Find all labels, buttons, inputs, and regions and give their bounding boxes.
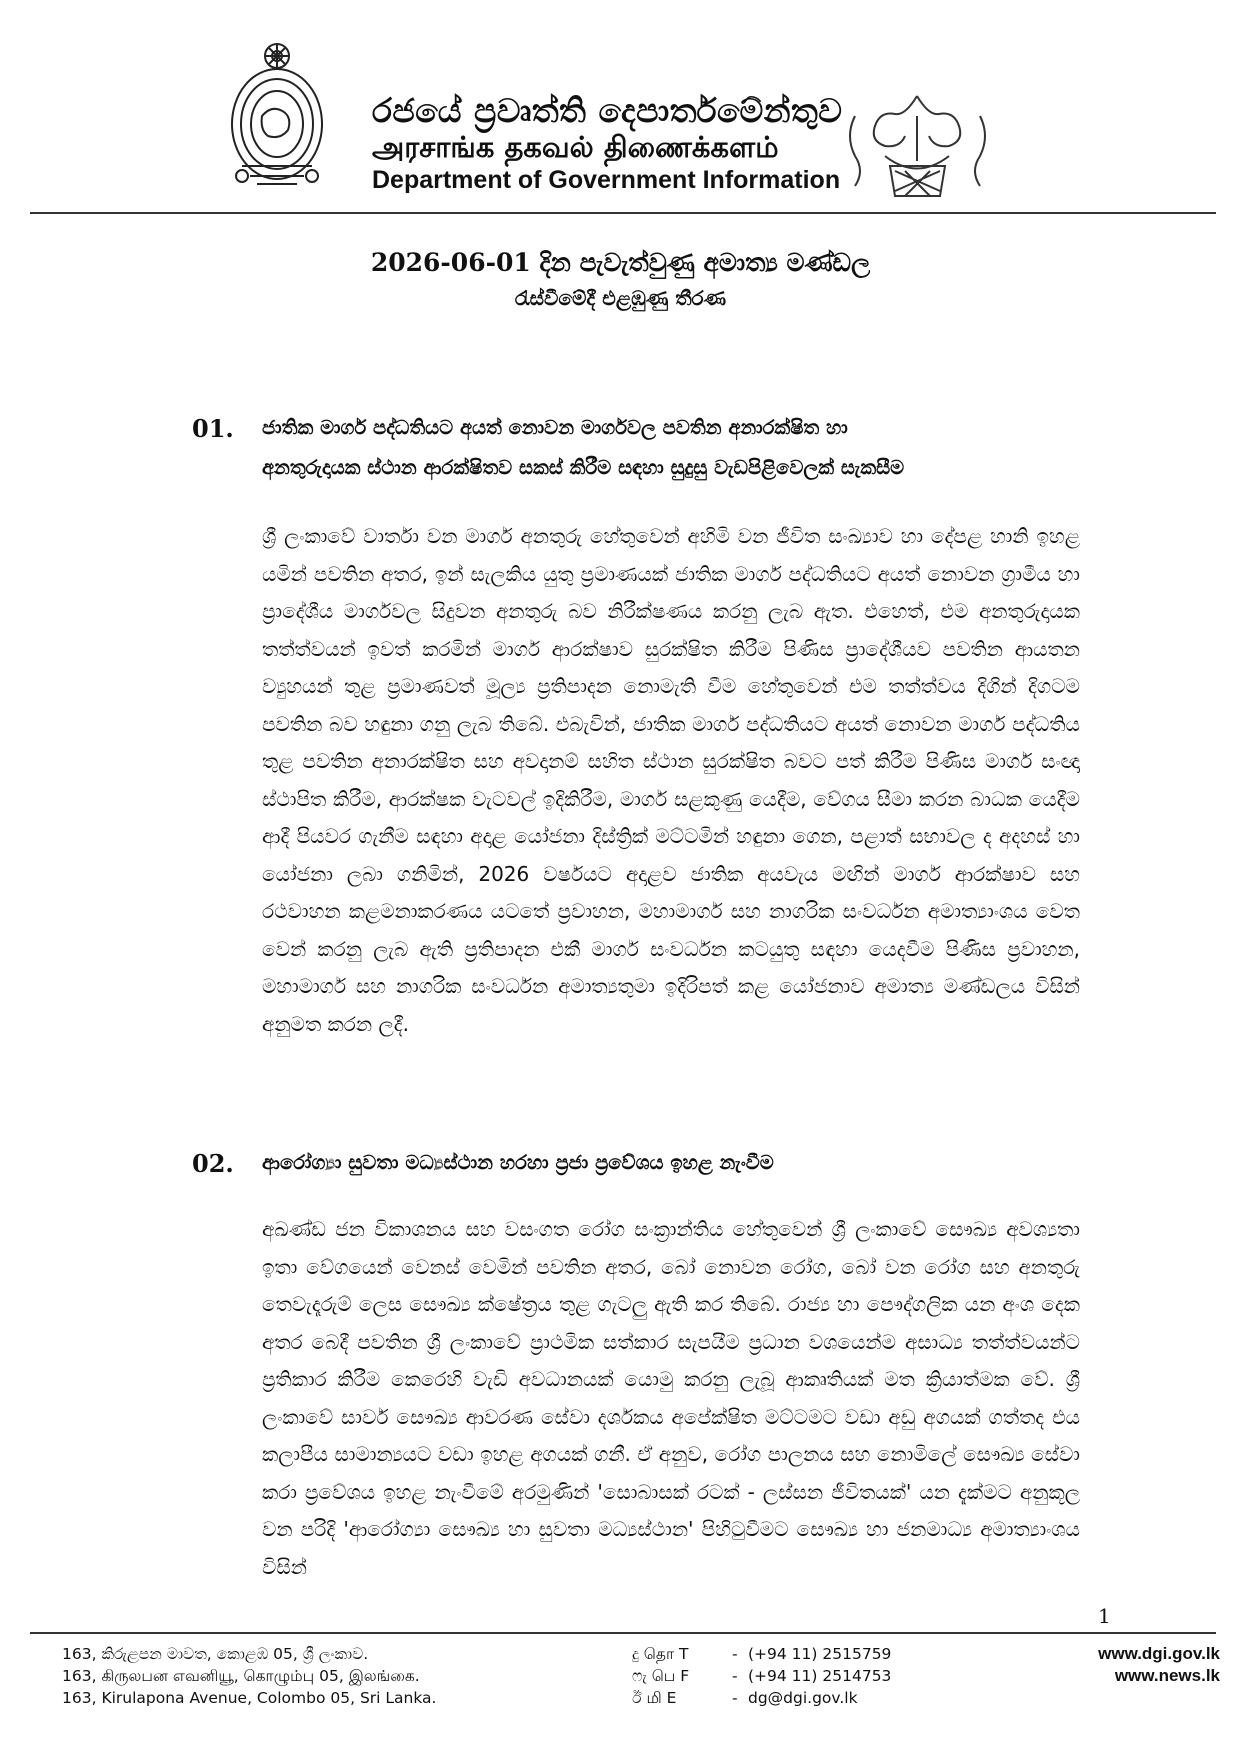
document-subtitle: රැස්වීමේදී එළඹුණු තීරණ xyxy=(514,286,727,310)
address-english: 163, Kirulapona Avenue, Colombo 05, Sri Lanka. xyxy=(62,1689,437,1707)
national-emblem-icon xyxy=(222,36,332,191)
department-name-tamil: அரசாங்க தகவல் திணைக்களம் xyxy=(372,130,779,164)
phone-row: දු தொ T - (+94 11) 2515759 xyxy=(632,1645,892,1663)
footer-websites xyxy=(1060,1643,1220,1687)
footer-address xyxy=(62,1643,436,1709)
page-number: 1 xyxy=(1098,1604,1111,1628)
document-title: 2026-06-01 දින පැවැත්වුණු අමාත්‍ය මණ්ඩල xyxy=(370,248,871,277)
fax-label: ෆැ பெ F xyxy=(632,1667,690,1685)
decision-number: 02. xyxy=(192,1149,234,1178)
fax-row: ෆැ பெ F - (+94 11) 2514753 xyxy=(632,1667,892,1685)
decision-title xyxy=(262,408,1082,488)
email-label: ඊ மி E xyxy=(632,1689,677,1707)
department-name-sinhala: රජයේ ප්‍රවෘත්ති දෙපාර්තමේන්තුව xyxy=(372,91,843,130)
website-link[interactable]: www.dgi.gov.lk xyxy=(1098,1644,1220,1663)
phone-label: දු தொ T xyxy=(632,1645,689,1663)
header-divider xyxy=(30,212,1216,214)
decision-title-line: අනතුරුදායක ස්ථාන ආරක්ෂිතව සකස් කිරීම සඳහා සුදුසු වැඩපිළිවෙලක් සැකසීම xyxy=(262,456,905,479)
decision-number: 01. xyxy=(192,414,234,443)
department-names xyxy=(372,92,843,196)
fax-number: (+94 11) 2514753 xyxy=(748,1667,892,1685)
footer-divider xyxy=(30,1632,1216,1634)
phone-number: (+94 11) 2515759 xyxy=(748,1645,892,1663)
address-sinhala: 163, කිරුළපන මාවත, කොළඹ 05, ශ්‍රී ලංකාව. xyxy=(62,1645,369,1663)
address-tamil: 163, கிருலபன எவனியூ, கொழும்பு 05, இலங்கை. xyxy=(62,1667,420,1685)
traditional-motif-icon xyxy=(835,86,1000,206)
decision-title-line: ජාතික මාර්ග පද්ධතියට අයත් නොවන මාර්ගවල පවතින අනාරක්ෂිත හා xyxy=(262,416,848,439)
decision-title-line: ආරෝග්‍යා සුවතා මධ්‍යස්ථාන හරහා ප්‍රජා ප්‍රවේශය ඉහළ නැංවීම xyxy=(262,1151,774,1174)
footer-contact xyxy=(632,1643,891,1709)
decision-body: අඛණ්ඩ ජන විකාශනය සහ වසංගත රෝග සංක්‍රාන්තිය හේතුවෙන් ශ්‍රී ලංකාවේ සෞඛ්‍ය අවශ්‍යතා ඉතා වේගයෙන් වෙනස් වෙමින් පවතින අතර, බෝ නොවන රෝග, බෝ වන රෝග සහ අනතුරු තෙවැදෑරුම් ලෙස සෞඛ්‍ය ක්ෂේත්‍රය තුළ ගැටලු ඇති කර තිබේ. රාජ්‍ය හා පෞද්ගලික යන අංශ දෙක අතර බෙදී පවතින ශ්‍රී ලංකාවේ ප්‍රාථමික සත්කාර සැපයීම ප්‍රධාන වශයෙන්ම අසාධ්‍ය තත්ත්වයන්ට ප්‍රතිකාර කිරීම කෙරෙහි වැඩි අවධානයක් යොමු කරනු ලැබූ ආකෘතියක් මත ක්‍රියාත්මක වේ. ශ්‍රී ලංකාවේ සාර්ව සෞඛ්‍ය ආවරණ සේවා දර්ශකය අපේක්ෂිත මට්ටමට වඩා අඩු අගයක් ගත්තද එය කලාපීය සාමාන්‍යයට වඩා ඉහළ අගයක් ගනී. ඒ අනුව, රෝග පාලනය සහ නොමිලේ සෞඛ්‍ය සේවා කරා ප්‍රවේශය ඉහළ නැංවීමේ අරමුණින් 'සොබාසක් රටක් - ලස්සන ජීවිතයක්' යන දැක්මට අනුකූල වන පරිදි 'ආරෝග්‍යා සෞඛ්‍ය හා සුවතා මධ්‍යස්ථාන' පිහිටුවීමට සෞඛ්‍ය හා ජනමාධ්‍ය අමාත්‍යාංශය විසින් xyxy=(262,1217,1080,1579)
decision-body: ශ්‍රී ලංකාවේ වාර්තා වන මාර්ග අනතුරු හේතුවෙන් අහිමි වන ජීවිත සංඛ්‍යාව හා දේපළ හානි ඉහළ යමින් පවතින අතර, ඉන් සැලකිය යුතු ප්‍රමාණයක් ජාතික මාර්ග පද්ධතියට අයත් නොවන ග්‍රාමීය හා ප්‍රාදේශීය මාර්ගවල සිදුවන අනතුරු බව නිරීක්ෂණය කරනු ලැබ ඇත. එහෙත්, එම අනතුරුදායක තත්ත්වයන් ඉවත් කරමින් මාර්ග ආරක්ෂාව සුරක්ෂිත කිරීම පිණිස ප්‍රාදේශීයව පවතින ආයතන ව්‍යුහයන් තුළ ප්‍රමාණවත් මූල්‍ය ප්‍රතිපාදන නොමැති වීම හේතුවෙන් එම තත්ත්වය දිගින් දිගටම පවතින බව හඳුනා ගනු ලැබ තිබේ. එබැවින්, ජාතික මාර්ග පද්ධතියට අයත් නොවන මාර්ග පද්ධතිය තුළ පවතින අනාරක්ෂිත සහ අවදානම් සහිත ස්ථාන සුරක්ෂිත බවට පත් කිරීම පිණිස මාර්ග සංඥා ස්ථාපිත කිරීම, ආරක්ෂක වැටවල් ඉදිකිරීම, මාර්ග සළකුණු යෙදීම, වේගය සීමා කරන බාධක යෙදීම ආදී පියවර ගැනීම සඳහා අදාළ යෝජනා දිස්ත්‍රික් මට්ටමින් හඳුනා ගෙන, පළාත් සභාවල ද අදහස් හා යෝජනා ලබා ගනිමින්, 2026 වර්ෂයට අදාළව ජාතික අයවැය මඟින් මාර්ග ආරක්ෂාව සහ රථවාහන කළමනාකරණය යටතේ ප්‍රවාහන, මහාමාර්ග සහ නාගරික සංවර්ධන අමාත්‍යාංශය වෙත වෙන් කරනු ලැබ ඇති ප්‍රතිපාදන එකී මාර්ග සංවර්ධන කටයුතු සඳහා යෙදවීම පිණිස ප්‍රවාහන, මහාමාර්ග සහ නාගරික සංවර්ධන අමාත්‍යතුමා ඉදිරිපත් කළ යෝජනාව අමාත්‍ය මණ්ඩලය විසින් අනුමත කරන ලදී. xyxy=(262,524,1080,1036)
email-address[interactable]: dg@dgi.gov.lk xyxy=(748,1689,858,1707)
department-name-english: Department of Government Information xyxy=(372,166,841,194)
website-link[interactable]: www.news.lk xyxy=(1114,1666,1220,1685)
decision-title xyxy=(262,1143,1082,1183)
email-row: ඊ மி E - dg@dgi.gov.lk xyxy=(632,1689,858,1707)
